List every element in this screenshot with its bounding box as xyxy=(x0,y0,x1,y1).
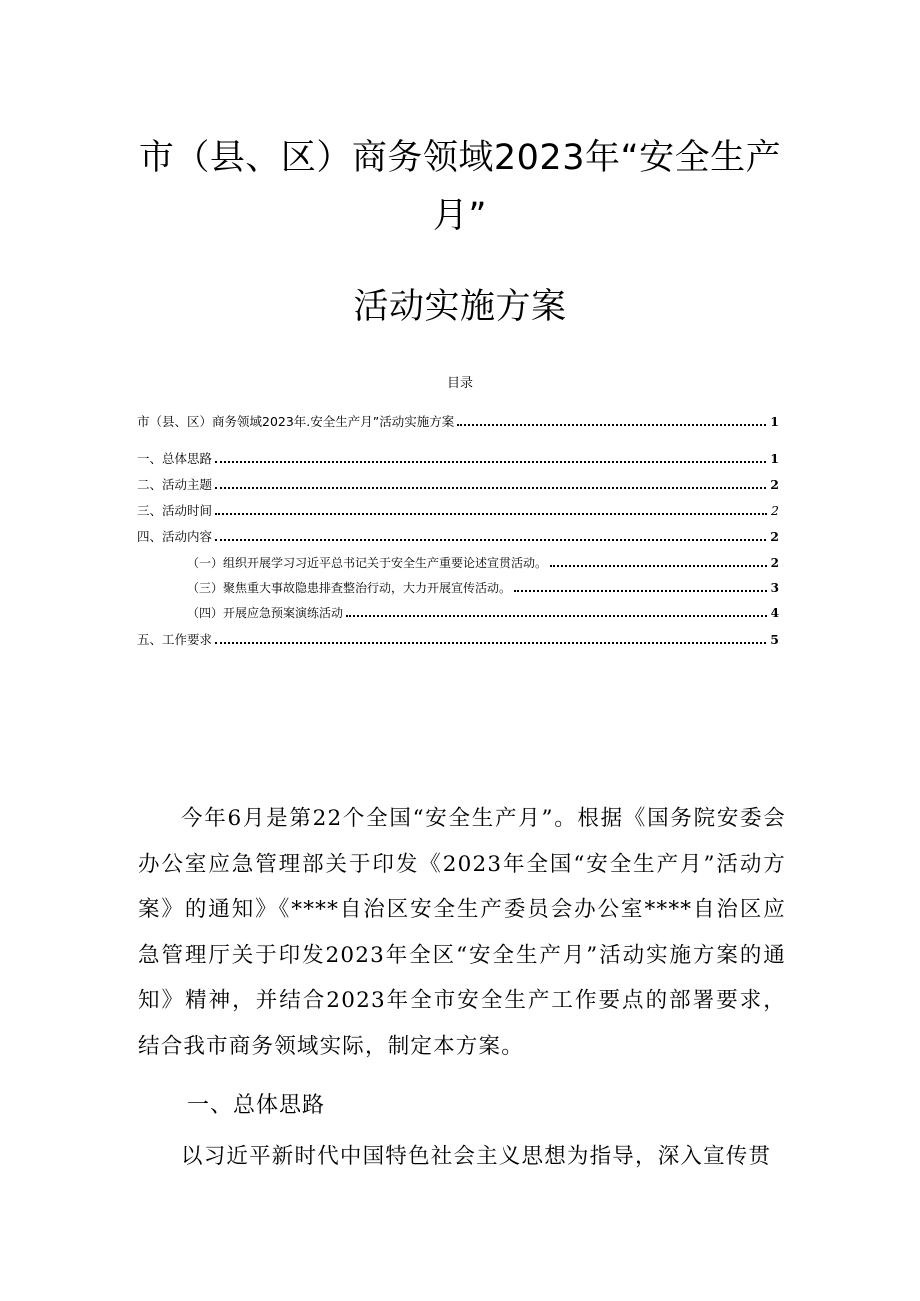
toc-entry-label: 三、活动时间 xyxy=(137,503,213,518)
toc-entry-label: 二、活动主题 xyxy=(137,477,213,492)
toc-entry[interactable] xyxy=(137,631,779,649)
toc-entry-page: 1 xyxy=(770,451,779,466)
toc-dot-leader xyxy=(550,564,767,567)
toc-entry-label: （一）组织开展学习习近平总书记关于安全生产重要论述宣贯活动。 xyxy=(187,556,548,570)
toc-entry-page: 2 xyxy=(771,503,779,518)
section-heading: 一、总体思路 xyxy=(187,1093,326,1118)
toc-dot-leader xyxy=(215,538,766,541)
toc-entry-label: 市（县、区）商务领域2023年.安全生产月”活动实施方案 xyxy=(137,414,455,429)
toc-entry-label: （三）聚焦重大事故隐患排查整治行动，大力开展宣传活动。 xyxy=(187,581,512,595)
toc-subentry[interactable] xyxy=(187,554,779,572)
toc-dot-leader xyxy=(215,641,766,644)
toc-entry-label: 四、活动内容 xyxy=(137,529,213,544)
toc-dot-leader xyxy=(215,460,766,463)
document-title-line-1: 市（县、区）商务领域2023年“安全生产 xyxy=(138,138,782,178)
toc-entry-page: 1 xyxy=(770,414,779,429)
toc-dot-leader xyxy=(457,423,766,426)
document-title-line-3: 活动实施方案 xyxy=(353,287,567,327)
toc-entry[interactable] xyxy=(137,502,779,520)
toc-subentry[interactable] xyxy=(187,604,779,622)
intro-paragraph: 今年6月是第22个全国“安全生产月”。根据《国务院安委会办公室应急管理部关于印发《2023年全国“安全生产月”活动方案》的通知》《****自治区安全生产委员会办公室****自治区应急管理厅关于印发2023年全区“安全生产月”活动实施方案的通知》精神，并结合2023年全市安全生产工作要点的部署要求，结合我市商务领域实际，制定本方案。 xyxy=(138,806,786,1059)
toc-entry-page: 2 xyxy=(770,556,779,570)
section-paragraph: 以习近平新时代中国特色社会主义思想为指导，深入宣传贯 xyxy=(181,1144,772,1169)
toc-entry-page: 2 xyxy=(770,529,779,544)
toc-entry[interactable] xyxy=(137,528,779,546)
toc-heading: 目录 xyxy=(446,376,473,391)
toc-entry-page: 5 xyxy=(770,632,779,647)
toc-subentry[interactable] xyxy=(187,579,779,597)
toc-entry-page: 4 xyxy=(770,606,779,620)
toc-entry-page: 2 xyxy=(770,477,779,492)
toc-entry[interactable] xyxy=(137,413,779,431)
toc-dot-leader xyxy=(215,512,767,515)
toc-dot-leader xyxy=(215,486,766,489)
toc-entry-label: 一、总体思路 xyxy=(137,451,213,466)
toc-entry-label: （四）开展应急预案演练活动 xyxy=(187,606,344,620)
toc-dot-leader xyxy=(346,614,767,617)
toc-entry[interactable] xyxy=(137,476,779,494)
toc-dot-leader xyxy=(514,589,767,592)
toc-entry[interactable] xyxy=(137,450,779,468)
document-title-line-2: 月” xyxy=(432,196,488,236)
toc-entry-label: 五、工作要求 xyxy=(137,632,213,647)
toc-entry-page: 3 xyxy=(770,581,779,595)
